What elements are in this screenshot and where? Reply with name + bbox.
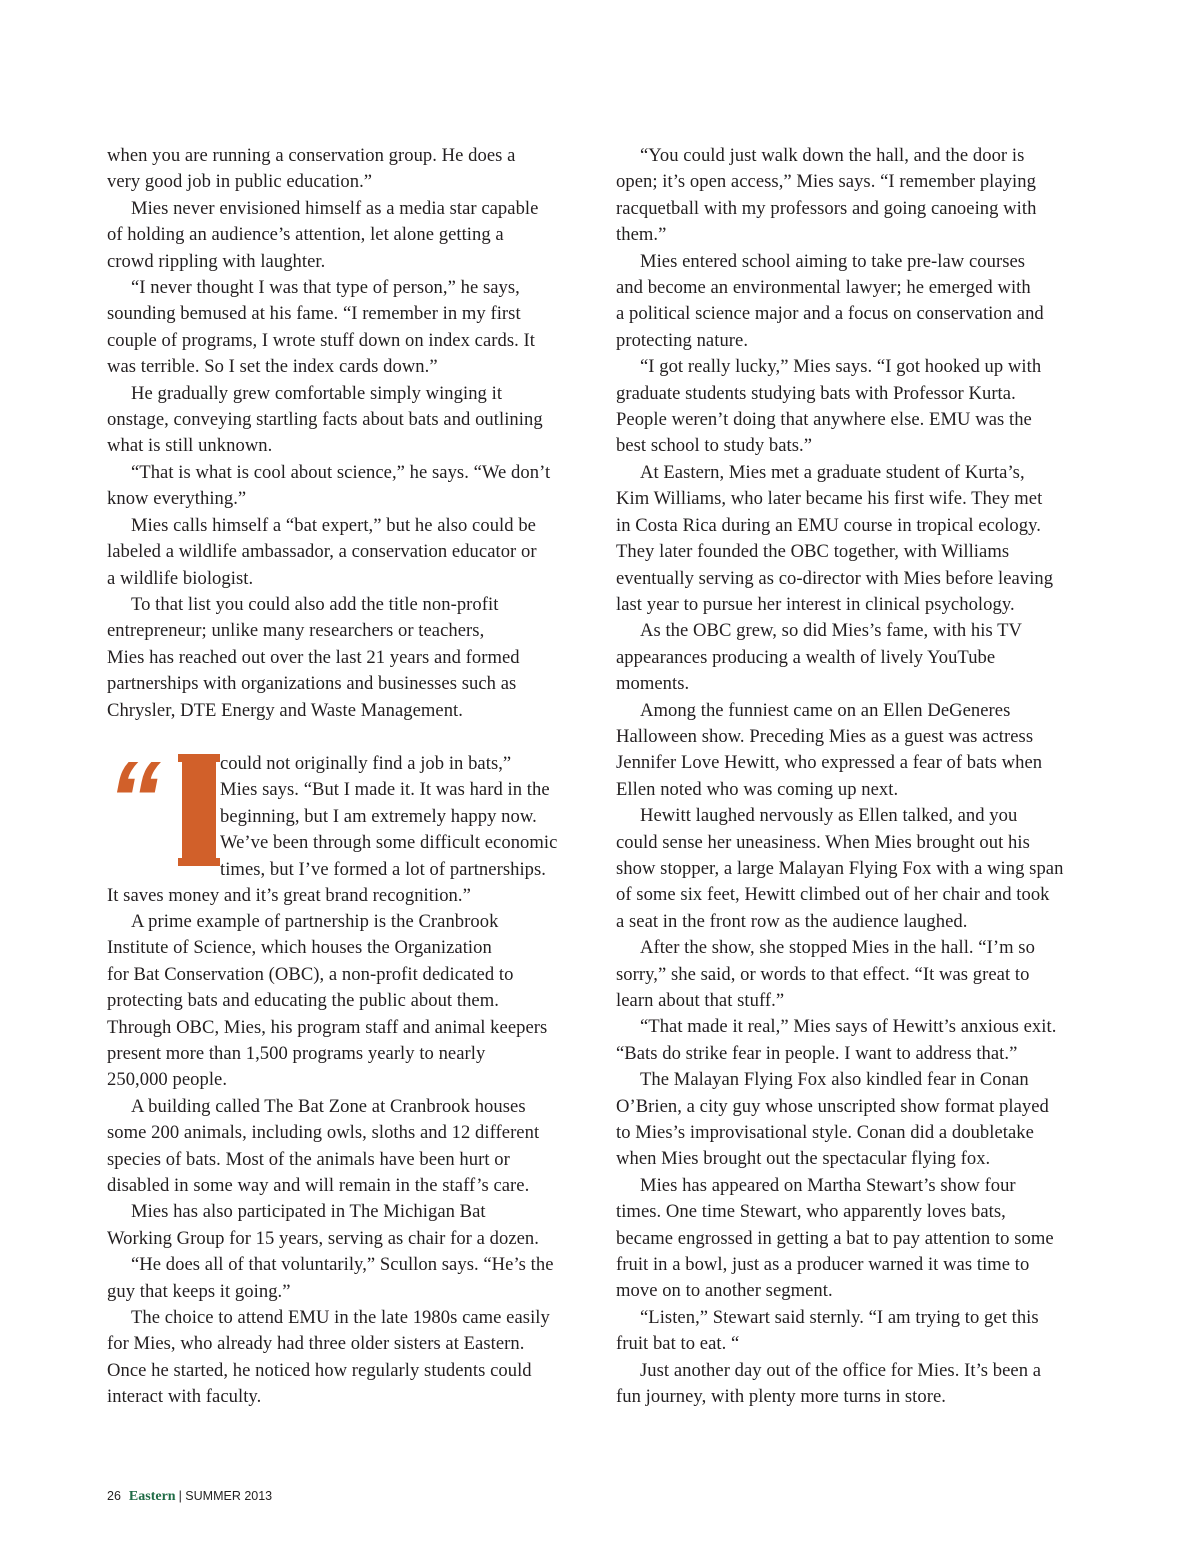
- text-line: They later founded the OBC together, with Williams: [616, 541, 1010, 563]
- drop-cap-i: [182, 754, 216, 866]
- paragraph: [616, 803, 1104, 935]
- text-line: Mies has also participated in The Michigan Bat: [131, 1201, 486, 1223]
- text-line: species of bats. Most of the animals have been hurt or: [107, 1148, 510, 1170]
- text-line: Among the funniest came on an Ellen DeGeneres: [640, 699, 1011, 721]
- paragraph: [107, 909, 597, 1094]
- text-line: Jennifer Love Hewitt, who expressed a fear of bats when: [616, 752, 1043, 774]
- text-line: We’ve been through some difficult economic: [220, 832, 558, 854]
- text-line: interact with faculty.: [107, 1386, 262, 1408]
- text-line: sorry,” she said, or words to that effect. “It was great to: [616, 963, 1030, 985]
- page-number: 26: [107, 1489, 121, 1503]
- text-line: Ellen noted who was coming up next.: [616, 778, 899, 800]
- text-line: 250,000 people.: [107, 1069, 228, 1091]
- pull-quote-text: [220, 751, 557, 883]
- text-line: Mies says. “But I made it. It was hard in the: [220, 779, 550, 801]
- text-line: A prime example of partnership is the Cranbrook: [131, 910, 499, 932]
- text-line: when you are running a conservation group. He does a: [107, 145, 516, 166]
- paragraph: [107, 143, 597, 196]
- magazine-name: Eastern: [128, 1489, 176, 1504]
- text-line: protecting nature.: [616, 329, 749, 351]
- text-line: fruit in a bowl, just as a producer warned it was time to: [616, 1254, 1030, 1276]
- text-line: “Listen,” Stewart said sternly. “I am trying to get this: [640, 1306, 1039, 1328]
- text-line: times, but I’ve formed a lot of partnerships.: [220, 858, 547, 880]
- pull-quote-tail: It saves money and it’s great brand recognition.”: [107, 884, 471, 906]
- text-line: fun journey, with plenty more turns in store.: [616, 1386, 946, 1408]
- text-line: of holding an audience’s attention, let alone getting a: [107, 224, 504, 246]
- text-line: Kim Williams, who later became his first wife. They met: [616, 488, 1043, 510]
- text-line: Once he started, he noticed how regularly students could: [107, 1359, 532, 1381]
- text-line: moments.: [616, 673, 690, 695]
- text-line: could not originally find a job in bats,”: [220, 752, 512, 774]
- text-line: to Mies’s improvisational style. Conan did a doubletake: [616, 1122, 1034, 1144]
- paragraph: [107, 196, 597, 275]
- text-line: last year to pursue her interest in clinical psychology.: [616, 593, 1015, 615]
- paragraph: [616, 698, 1104, 804]
- paragraph: [616, 1067, 1104, 1173]
- text-line: At Eastern, Mies met a graduate student of Kurta’s,: [640, 461, 1025, 483]
- text-line: A building called The Bat Zone at Cranbrook houses: [131, 1095, 526, 1117]
- text-line: times. One time Stewart, who apparently loves bats,: [616, 1201, 1006, 1223]
- text-line: a seat in the front row as the audience laughed.: [616, 910, 968, 932]
- text-line: “He does all of that voluntarily,” Scullon says. “He’s the: [131, 1254, 554, 1276]
- text-line: After the show, she stopped Mies in the hall. “I’m so: [640, 937, 1035, 959]
- text-line: some 200 animals, including owls, sloths and 12 different: [107, 1122, 540, 1144]
- text-line: onstage, conveying startling facts about bats and outlining: [107, 409, 543, 431]
- paragraph: [616, 1305, 1104, 1358]
- text-line: guy that keeps it going.”: [107, 1280, 291, 1302]
- text-line: protecting bats and educating the public about them.: [107, 990, 499, 1012]
- text-line: very good job in public education.”: [107, 171, 373, 193]
- text-line: couple of programs, I wrote stuff down on index cards. It: [107, 329, 535, 351]
- text-line: Halloween show. Preceding Mies as a guest was actress: [616, 725, 1034, 747]
- text-line: Institute of Science, which houses the Organization: [107, 937, 492, 959]
- paragraph: [616, 1173, 1104, 1305]
- text-line: Mies has appeared on Martha Stewart’s show four: [640, 1174, 1016, 1196]
- text-line: “That made it real,” Mies says of Hewitt’s anxious exit.: [640, 1016, 1057, 1038]
- text-line: and become an environmental lawyer; he emerged with: [616, 277, 1031, 299]
- text-line: Working Group for 15 years, serving as chair for a dozen.: [107, 1227, 539, 1249]
- text-line: labeled a wildlife ambassador, a conservation educator or: [107, 541, 537, 563]
- pull-quote: [107, 737, 597, 909]
- left-column: [107, 143, 597, 1411]
- quote-mark: “: [107, 737, 155, 859]
- paragraph: [616, 143, 1104, 249]
- text-line: them.”: [616, 224, 667, 246]
- text-line: for Mies, who already had three older sisters at Eastern.: [107, 1333, 525, 1355]
- text-line: what is still unknown.: [107, 435, 273, 457]
- text-line: As the OBC grew, so did Mies’s fame, with his TV: [640, 620, 1022, 642]
- paragraph: [616, 354, 1104, 460]
- text-line: was terrible. So I set the index cards down.”: [107, 356, 438, 378]
- text-line: Mies has reached out over the last 21 years and formed: [107, 646, 520, 668]
- paragraph: [107, 1305, 597, 1411]
- text-line: graduate students studying bats with Professor Kurta.: [616, 382, 1016, 404]
- text-line: of some six feet, Hewitt climbed out of her chair and took: [616, 884, 1050, 906]
- text-line: “You could just walk down the hall, and the door is: [640, 145, 1025, 166]
- text-line: “I never thought I was that type of person,” he says,: [131, 277, 520, 299]
- issue-label: | SUMMER 2013: [178, 1489, 273, 1503]
- paragraph: [107, 381, 597, 460]
- text-line: Mies entered school aiming to take pre-law courses: [640, 250, 1026, 272]
- page-footer: [107, 1489, 272, 1505]
- text-line: best school to study bats.”: [616, 435, 813, 457]
- paragraph: [107, 1094, 597, 1200]
- paragraph: [107, 460, 597, 513]
- text-line: learn about that stuff.”: [616, 990, 785, 1011]
- paragraph: [616, 618, 1104, 697]
- text-line: disabled in some way and will remain in the staff’s care.: [107, 1175, 530, 1196]
- text-line: People weren’t doing that anywhere else. EMU was the: [616, 409, 1032, 431]
- text-line: sounding bemused at his fame. “I remember in my first: [107, 303, 521, 325]
- text-line: He gradually grew comfortable simply winging it: [131, 382, 503, 404]
- paragraph: [616, 1014, 1104, 1067]
- text-line: for Bat Conservation (OBC), a non-profit dedicated to: [107, 963, 514, 985]
- text-line: Chrysler, DTE Energy and Waste Management.: [107, 699, 463, 721]
- paragraph: [107, 513, 597, 592]
- text-line: The choice to attend EMU in the late 1980s came easily: [131, 1307, 550, 1329]
- text-line: To that list you could also add the title non-profit: [131, 593, 499, 615]
- text-line: Mies calls himself a “bat expert,” but he also could be: [131, 514, 536, 536]
- paragraph: [616, 935, 1104, 1014]
- text-line: partnerships with organizations and businesses such as: [107, 673, 517, 695]
- text-line: entrepreneur; unlike many researchers or teachers,: [107, 620, 485, 642]
- text-line: became engrossed in getting a bat to pay attention to some: [616, 1227, 1054, 1249]
- text-line: move on to another segment.: [616, 1280, 833, 1302]
- text-line: “I got really lucky,” Mies says. “I got hooked up with: [640, 356, 1042, 378]
- text-line: beginning, but I am extremely happy now.: [220, 805, 537, 827]
- paragraph: [107, 1252, 597, 1305]
- text-line: show stopper, a large Malayan Flying Fox with a wing span: [616, 857, 1064, 879]
- text-line: fruit bat to eat. “: [616, 1333, 740, 1355]
- text-line: crowd rippling with laughter.: [107, 250, 326, 272]
- paragraph: [616, 460, 1104, 618]
- text-line: “That is what is cool about science,” he says. “We don’t: [131, 461, 551, 483]
- text-line: appearances producing a wealth of lively YouTube: [616, 646, 996, 668]
- text-line: eventually serving as co-director with Mies before leaving: [616, 567, 1054, 589]
- text-line: present more than 1,500 programs yearly to nearly: [107, 1042, 486, 1064]
- text-line: Hewitt laughed nervously as Ellen talked, and you: [640, 805, 1018, 827]
- text-line: open; it’s open access,” Mies says. “I remember playing: [616, 171, 1036, 193]
- text-line: in Costa Rica during an EMU course in tropical ecology.: [616, 514, 1041, 536]
- text-line: O’Brien, a city guy whose unscripted show format played: [616, 1095, 1049, 1117]
- text-line: Through OBC, Mies, his program staff and animal keepers: [107, 1016, 548, 1038]
- text-line: know everything.”: [107, 488, 247, 510]
- paragraph: [107, 275, 597, 381]
- text-line: The Malayan Flying Fox also kindled fear in Conan: [640, 1069, 1029, 1091]
- paragraph: [616, 249, 1104, 355]
- paragraph: [616, 1358, 1104, 1411]
- text-line: “Bats do strike fear in people. I want to address that.”: [616, 1042, 1018, 1064]
- right-column: [616, 143, 1104, 1411]
- text-line: when Mies brought out the spectacular flying fox.: [616, 1148, 991, 1170]
- text-line: a wildlife biologist.: [107, 567, 254, 589]
- text-line: Mies never envisioned himself as a media star capable: [131, 197, 539, 219]
- paragraph: [107, 1199, 597, 1252]
- text-line: could sense her uneasiness. When Mies brought out his: [616, 831, 1030, 853]
- paragraph: [107, 592, 597, 724]
- text-line: Just another day out of the office for Mies. It’s been a: [640, 1359, 1042, 1381]
- text-line: racquetball with my professors and going canoeing with: [616, 197, 1037, 219]
- text-line: a political science major and a focus on conservation and: [616, 303, 1044, 325]
